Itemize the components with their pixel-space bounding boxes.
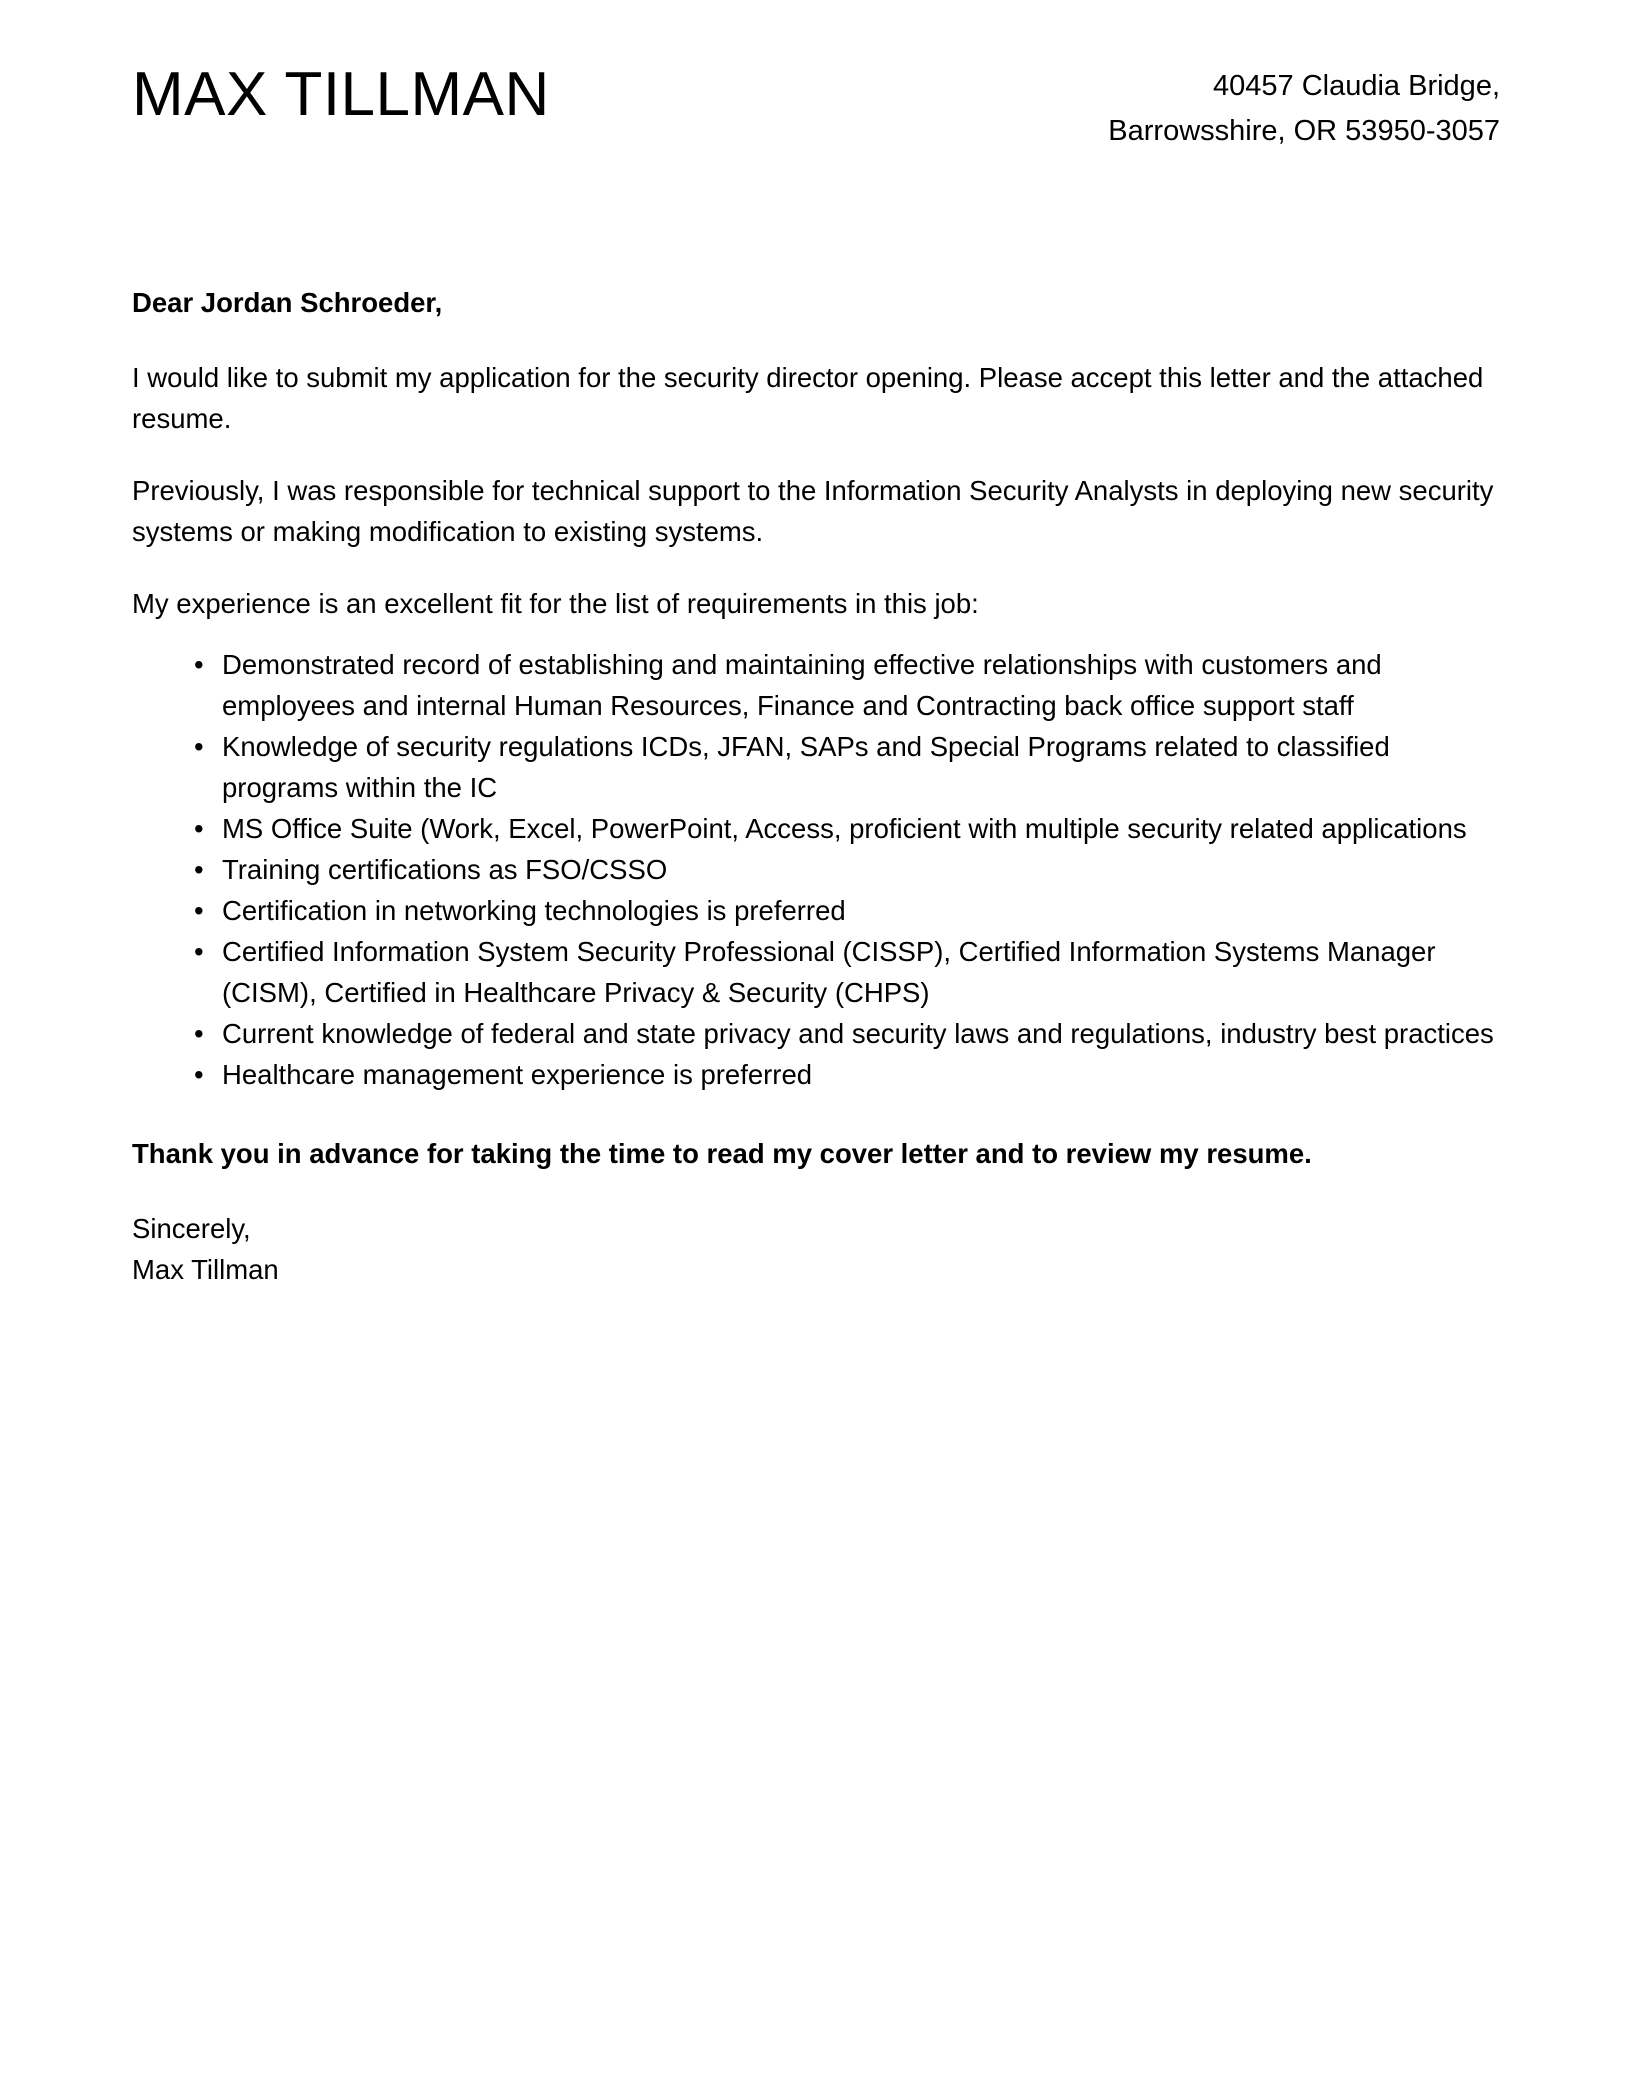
closing-statement: Thank you in advance for taking the time to read my cover letter and to review my resume. [132, 1138, 1312, 1169]
paragraph-experience: Previously, I was responsible for technical support to the Information Security Analysts in deploying new security systems or making modification to existing systems. [132, 475, 1494, 547]
letter-header [132, 52, 1500, 154]
requirements-list [132, 644, 1500, 1095]
paragraph-intro: I would like to submit my application for the security director opening. Please accept this letter and the attached resume. [132, 362, 1484, 434]
list-item: • Knowledge of security regulations ICDs, JFAN, SAPs and Special Programs related to classified programs within the IC [194, 726, 1500, 808]
list-item: • Training certifications as FSO/CSSO [194, 849, 1500, 890]
list-item: • Healthcare management experience is preferred [194, 1054, 1500, 1095]
address-line-1: 40457 Claudia Bridge, [1213, 70, 1500, 102]
address-line-2: Barrowsshire, OR 53950-3057 [1108, 115, 1500, 147]
sign-off: Sincerely, [132, 1213, 251, 1244]
list-item: • Demonstrated record of establishing and maintaining effective relationships with customers and employees and internal Human Resources, Finance and Contracting back office support staff [194, 644, 1500, 726]
signature-block [132, 1208, 1500, 1290]
requirements-intro: My experience is an excellent fit for the list of requirements in this job: [132, 588, 979, 619]
list-item: • Certified Information System Security Professional (CISSP), Certified Information Systems Manager (CISM), Certified in Healthcare Privacy & Security (CHPS) [194, 931, 1500, 1013]
list-item: • Certification in networking technologies is preferred [194, 890, 1500, 931]
list-item: • MS Office Suite (Work, Excel, PowerPoint, Access, proficient with multiple security related applications [194, 808, 1500, 849]
letter-body [132, 282, 1500, 1290]
signature-name: Max Tillman [132, 1254, 279, 1285]
sender-address-block [1108, 52, 1500, 154]
page-title: MAX TILLMAN [132, 60, 550, 129]
list-item: • Current knowledge of federal and state privacy and security laws and regulations, industry best practices [194, 1013, 1500, 1054]
salutation: Dear Jordan Schroeder, [132, 287, 443, 318]
